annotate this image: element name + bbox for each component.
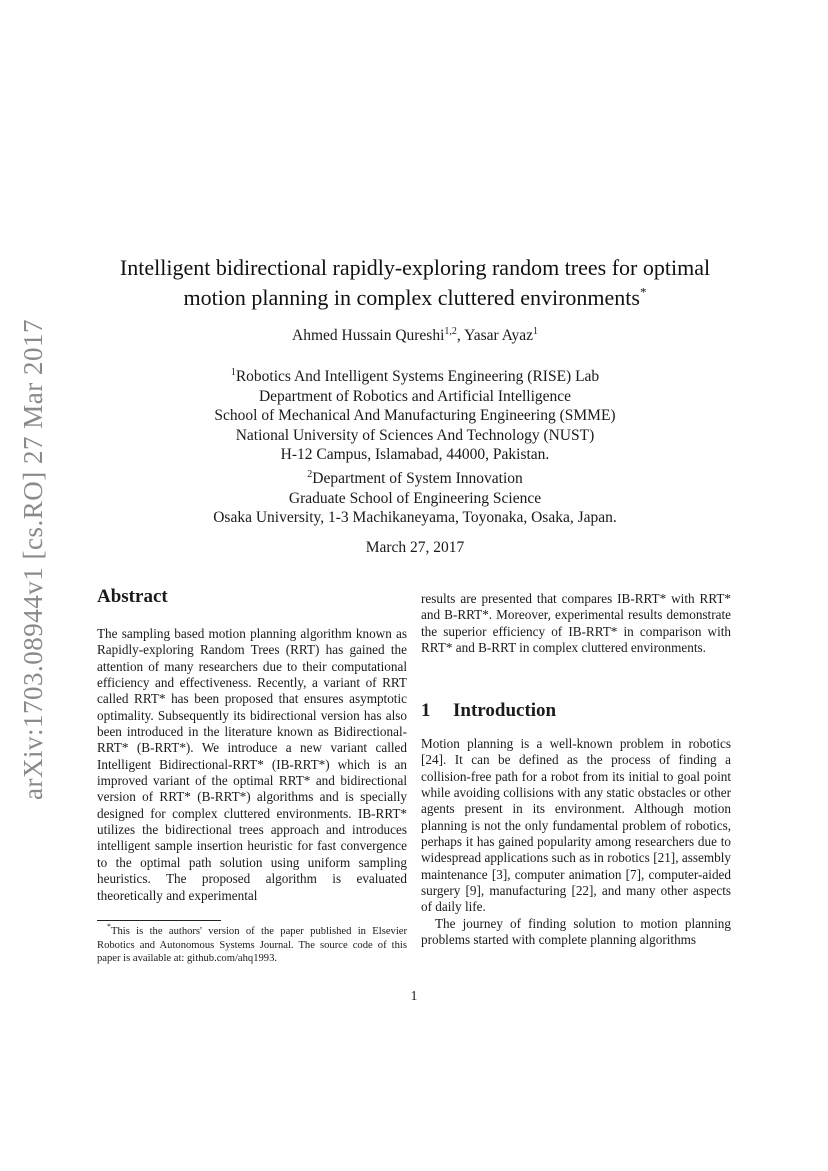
footnote-text: This is the authors' version of the paper published in Elsevier Robotics and Autonomous Systems Journal. The source code of this paper is available at: github.com/ahq1993.	[97, 926, 407, 965]
author-separator: ,	[456, 327, 465, 344]
affiliation-1	[100, 367, 730, 465]
page-number: 1	[410, 988, 418, 1003]
affiliation-1-line: H-12 Campus, Islamabad, 44000, Pakistan.	[280, 446, 550, 464]
author-1-affiliation: 1,2	[444, 325, 457, 337]
section-number: 1	[421, 700, 431, 721]
introduction-paragraph-1: Motion planning is a well-known problem in robotics [24]. It can be defined as the process of finding a collision-free path for a robot from its initial to goal point while avoiding collisions with any static obstacles or other agents present in its environment. Although motion planning is not the only fundamental problem of robotics, perhaps it has gained popularity among researchers due to widespread applications such as in robotics [21], assembly maintenance [3], computer animation [7], computer-aided surgery [9], manufacturing [22], and many other aspects of daily life.	[421, 736, 731, 915]
section-title: Introduction	[453, 700, 557, 721]
title-line-2-text: motion planning in complex cluttered environments	[183, 285, 640, 310]
affiliation-1-line: National University of Sciences And Technology (NUST)	[235, 426, 595, 444]
author-2-affiliation: 1	[533, 325, 538, 337]
left-column	[97, 586, 407, 904]
paper-title	[90, 253, 740, 313]
footnote-mark: *	[107, 922, 111, 932]
author-list	[100, 326, 730, 346]
title-line-2	[90, 283, 740, 313]
author-1: Ahmed Hussain Qureshi	[292, 327, 445, 344]
section-heading-introduction	[421, 700, 556, 722]
title-footnote-mark: *	[639, 284, 647, 300]
abstract-text-part-1: The sampling based motion planning algorithm known as Rapidly-exploring Random Trees (RRT) has gained the attention of many researchers due to their computational efficiency and effectiveness. Recently, a variant of RRT called RRT* has been proposed that ensures asymptotic optimality. Subsequently its bidirectional version has also been introduced in the literature known as Bidirectional-RRT* (B-RRT*). We introduce a new variant called Intelligent Bidirectional-RRT* (IB-RRT*) which is an improved variant of the optimal RRT* and bidirectional version of RRT* (B-RRT*) algorithms and is specially designed for complex cluttered environments. IB-RRT* utilizes the bidirectional trees approach and introduces intelligent sample insertion heuristic for fast convergence to the optimal path solution using uniform sampling heuristics. The proposed algorithm is evaluated theoretically and experimental	[97, 626, 407, 903]
title-line-1: Intelligent bidirectional rapidly-exploring random trees for optimal	[119, 255, 711, 280]
affiliation-2	[100, 469, 730, 528]
arxiv-stamp: arXiv:1703.08944v1 [cs.RO] 27 Mar 2017	[18, 319, 48, 800]
abstract-text-part-2: results are presented that compares IB-RRT* with RRT* and B-RRT*. Moreover, experimental results demonstrate the superior efficiency of IB-RRT* in comparison with RRT* and B-RRT in complex cluttered environments.	[421, 591, 731, 656]
introduction-body	[421, 736, 731, 948]
affiliation-1-line: School of Mechanical And Manufacturing Engineering (SMME)	[214, 407, 616, 425]
abstract-heading: Abstract	[97, 586, 168, 607]
affiliation-2-line: $^2$Department of System Innovation	[307, 468, 523, 487]
affiliation-1-line: $^1$Robotics And Intelligent Systems Engineering (RISE) Lab	[230, 366, 600, 385]
affiliation-2-line: Graduate School of Engineering Science	[288, 489, 542, 507]
publication-date: March 27, 2017	[365, 539, 465, 556]
affiliation-2-line: Osaka University, 1-3 Machikaneyama, Toyonaka, Osaka, Japan.	[213, 509, 617, 527]
affiliation-1-mark: 1	[230, 366, 236, 378]
affiliation-2-mark: 2	[307, 468, 313, 480]
author-2: Yasar Ayaz	[464, 327, 533, 344]
introduction-paragraph-2: The journey of finding solution to motion planning problems started with complete planning algorithms	[421, 915, 731, 948]
footnote	[97, 922, 407, 966]
right-column-top	[421, 591, 731, 656]
affiliation-1-line: Department of Robotics and Artificial Intelligence	[258, 387, 572, 405]
footnote-divider	[97, 920, 221, 921]
